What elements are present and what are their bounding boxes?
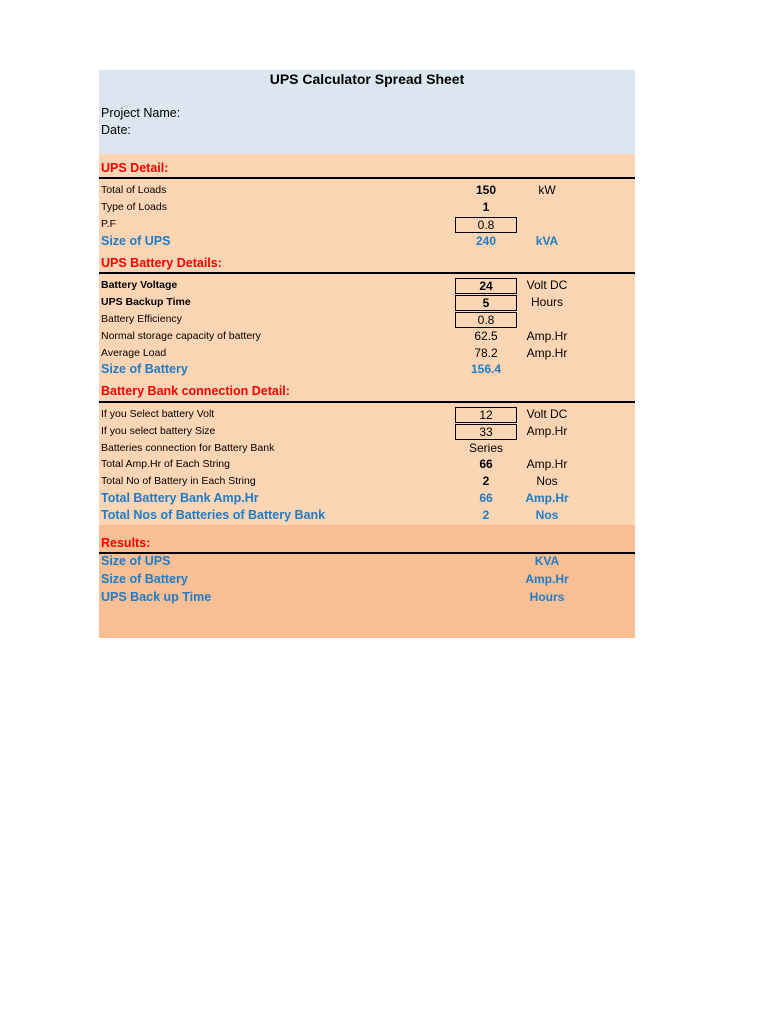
size-of-ups-value: 240 [475, 234, 497, 248]
row-select-battery-size [99, 423, 635, 440]
spreadsheet [99, 70, 635, 638]
row-label: Total Battery Bank Amp.Hr [101, 491, 259, 505]
row-unit: Amp.Hr [525, 572, 569, 586]
select-battery-volt-input[interactable]: 12 [455, 407, 517, 423]
row-battery-efficiency [99, 311, 635, 328]
total-bank-amphr-value: 66 [479, 491, 493, 505]
row-unit: Nos [535, 508, 559, 522]
divider [99, 272, 635, 274]
row-label: Size of UPS [101, 234, 171, 248]
row-unit: kW [538, 183, 556, 197]
ups-detail-heading: UPS Detail: [101, 161, 169, 175]
row-unit: Volt DC [526, 407, 568, 421]
row-total-loads [99, 182, 635, 199]
divider [99, 401, 635, 403]
battery-each-string-value: 2 [482, 474, 490, 488]
pf-input-cell[interactable]: 0.8 [455, 217, 517, 233]
connection-type-value[interactable]: Series [468, 441, 503, 455]
row-battery-each-string [99, 473, 635, 490]
type-of-loads-value[interactable]: 1 [482, 200, 490, 214]
sheet-title: UPS Calculator Spread Sheet [269, 71, 465, 87]
ups-detail-section [99, 154, 635, 256]
row-label: Battery Voltage [101, 279, 178, 291]
row-label: Total Amp.Hr of Each String [101, 458, 230, 470]
row-label: Normal storage capacity of battery [101, 330, 261, 342]
row-label: If you select battery Size [101, 425, 216, 437]
row-select-battery-volt [99, 406, 635, 423]
row-result-battery-size [99, 571, 635, 588]
battery-efficiency-input[interactable]: 0.8 [455, 312, 517, 328]
row-average-load [99, 345, 635, 362]
row-type-of-loads [99, 199, 635, 216]
row-unit: Hours [529, 590, 565, 604]
battery-details-heading: UPS Battery Details: [101, 256, 222, 270]
size-of-battery-value: 156.4 [470, 362, 502, 376]
row-label: Total of Loads [101, 184, 167, 196]
row-backup-time [99, 294, 635, 311]
total-nos-batteries-value: 2 [482, 508, 490, 522]
row-label: UPS Back up Time [101, 590, 212, 604]
row-unit: Nos [536, 474, 558, 488]
row-connection-type [99, 440, 635, 457]
backup-time-input[interactable]: 5 [455, 295, 517, 311]
row-label: Size of Battery [101, 362, 188, 376]
row-battery-voltage [99, 277, 635, 294]
header-block [99, 70, 635, 154]
bank-details-section [99, 383, 635, 525]
row-unit: KVA [534, 554, 560, 568]
bank-details-heading: Battery Bank connection Detail: [101, 384, 290, 398]
amphr-each-string-value: 66 [479, 457, 493, 471]
battery-voltage-input[interactable]: 24 [455, 278, 517, 294]
battery-details-section [99, 256, 635, 383]
row-total-nos-batteries [99, 507, 635, 524]
row-label: Battery Efficiency [101, 313, 182, 325]
row-unit: Hours [530, 295, 563, 309]
row-label: UPS Backup Time [101, 296, 191, 308]
row-label: P.F [101, 218, 116, 230]
storage-capacity-value: 62.5 [474, 329, 498, 343]
results-section [99, 525, 635, 638]
row-label: Size of Battery [101, 572, 188, 586]
row-total-bank-amphr [99, 490, 635, 507]
row-unit: Amp.Hr [526, 329, 568, 343]
row-label: If you Select battery Volt [101, 408, 215, 420]
row-label: Total Nos of Batteries of Battery Bank [101, 508, 326, 522]
row-unit: Amp.Hr [525, 491, 569, 505]
row-label: Average Load [101, 347, 167, 359]
average-load-value: 78.2 [474, 346, 498, 360]
row-label: Total No of Battery in Each String [101, 475, 256, 487]
select-battery-size-input[interactable]: 33 [455, 424, 517, 440]
divider [99, 177, 635, 179]
row-label: Type of Loads [101, 201, 167, 213]
row-unit: Volt DC [526, 278, 568, 292]
row-result-ups-size [99, 553, 635, 570]
row-unit: Amp.Hr [526, 346, 568, 360]
row-size-of-battery [99, 361, 635, 378]
date-label: Date: [101, 123, 131, 137]
row-amphr-each-string [99, 456, 635, 473]
row-unit: Amp.Hr [526, 424, 568, 438]
row-pf [99, 216, 635, 233]
row-result-backup-time [99, 589, 635, 606]
total-loads-value[interactable]: 150 [475, 183, 497, 197]
row-size-of-ups [99, 233, 635, 250]
row-unit: Amp.Hr [526, 457, 568, 471]
row-unit: kVA [535, 234, 559, 248]
project-name-label: Project Name: [101, 106, 181, 120]
results-heading: Results: [101, 536, 151, 550]
row-label: Size of UPS [101, 554, 171, 568]
row-storage-capacity [99, 328, 635, 345]
row-label: Batteries connection for Battery Bank [101, 442, 275, 454]
